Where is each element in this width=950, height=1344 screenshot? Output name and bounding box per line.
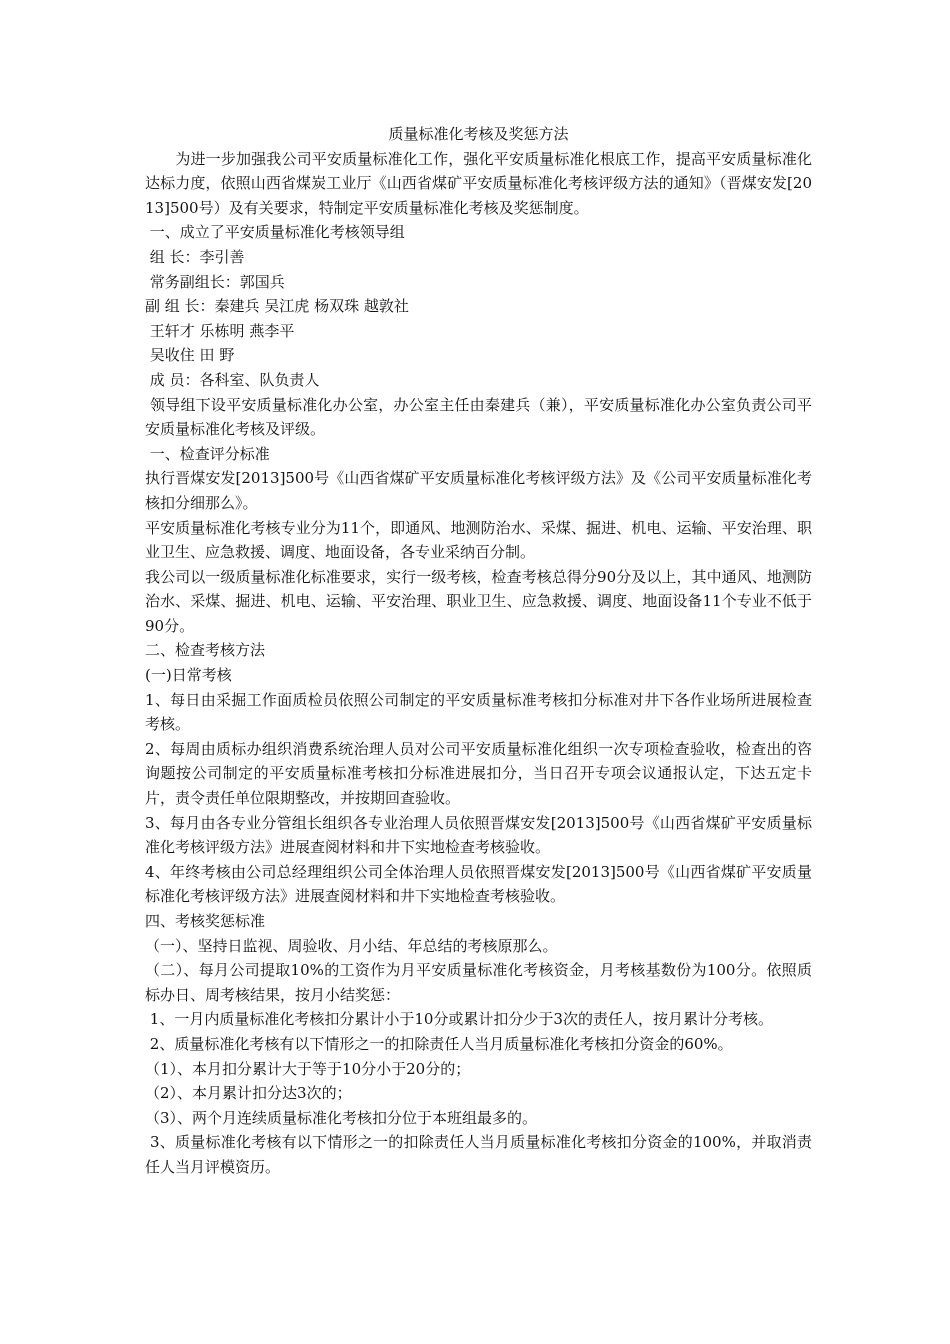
document-page xyxy=(145,122,812,1180)
reward-condition-1: （1）、本月扣分累计大于等于10分小于20分的； xyxy=(145,1059,471,1078)
reward-item-2: （二）、每月公司提取10%的工资作为月平安质量标准化考核资金，月考核基数份为100分。依照质标办日、周考核结果，按月小结奖惩： xyxy=(145,961,812,1004)
office-paragraph: 领导组下设平安质量标准化办公室，办公室主任由秦建兵（兼），平安质量标准化办公室负责公司平安质量标准化考核及评级。 xyxy=(145,395,812,439)
deputy-leaders-line: 副 组 长：秦建兵 吴江虎 杨双珠 越敦社 xyxy=(145,297,409,316)
specialties-paragraph: 平安质量标准化考核专业分为11个，即通风、地测防治水、采煤、掘进、机电、运输、平安治理、职业卫生、应急救援、调度、地面设备，各专业采纳百分制。 xyxy=(145,518,812,562)
method-item-4: 4、年终考核由公司总经理组织公司全体治理人员依照晋煤安发[2013]500号《山西省煤矿平安质量标准化考核评级方法》进展查阅材料和井下实地检查考核验收。 xyxy=(145,862,812,906)
section-heading-rewards: 四、考核奖惩标准 xyxy=(145,912,266,930)
level-requirement-paragraph: 我公司以一级质量标准化标准要求，实行一级考核，检查考核总得分90分及以上，其中通风、地测防治水、采煤、掘进、机电、运输、平安治理、职业卫生、应急救援、调度、地面设备11个专业不低于90分。 xyxy=(145,567,812,635)
deputy-leaders-line-3: 吴收住 田 野 xyxy=(145,346,235,365)
scoring-standard-paragraph: 执行晋煤安发[2013]500号《山西省煤矿平安质量标准化考核评级方法》及《公司平安质量标准化考核扣分细那么》。 xyxy=(145,469,812,512)
leader-line: 组 长：李引善 xyxy=(145,247,245,266)
reward-subitem-1: 1、一月内质量标准化考核扣分累计小于10分或累计扣分少于3次的责任人，按月累计分考核。 xyxy=(145,1010,773,1029)
method-item-3: 3、每月由各专业分管组长组织各专业治理人员依照晋煤安发[2013]500号《山西省煤矿平安质量标准化考核评级方法》进展查阅材料和井下实地检查考核验收。 xyxy=(145,813,812,857)
document-title: 质量标准化考核及奖惩方法 xyxy=(388,125,569,143)
document-body xyxy=(145,147,812,1180)
deputy-leaders-line-2: 王轩才 乐栋明 燕李平 xyxy=(145,321,295,340)
method-item-2: 2、每周由质标办组织消费系统治理人员对公司平安质量标准化组织一次专项检查验收，检查出的咨询题按公司制定的平安质量标准考核扣分标准进展扣分，当日召开专项会议通报认定，下达五定卡片，责令责任单位限期整改，并按期回查验收。 xyxy=(145,739,812,808)
intro-paragraph: 为进一步加强我公司平安质量标准化工作，强化平安质量标准化根底工作，提高平安质量标准化达标力度，依照山西省煤炭工业厅《山西省煤矿平安质量标准化考核评级方法的通知》（晋煤安发[2013]500号）及有关要求，特制定平安质量标准化考核及奖惩制度。 xyxy=(145,149,812,217)
reward-item-1: （一）、坚持日监视、周验收、月小结、年总结的考核原那么。 xyxy=(145,936,558,955)
method-item-1: 1、每日由采掘工作面质检员依照公司制定的平安质量标准考核扣分标准对井下各作业场所进展检查考核。 xyxy=(145,690,812,734)
reward-condition-2: （2）、本月累计扣分达3次的； xyxy=(145,1084,352,1103)
reward-subitem-3: 3、质量标准化考核有以下情形之一的扣除责任人当月质量标准化考核扣分资金的100%，并取消责任人当月评模资历。 xyxy=(145,1133,812,1176)
members-line: 成 员：各科室、队负责人 xyxy=(145,370,320,389)
reward-subitem-2: 2、质量标准化考核有以下情形之一的扣除责任人当月质量标准化考核扣分资金的60%。 xyxy=(145,1034,733,1053)
executive-deputy-line: 常务副组长：郭国兵 xyxy=(145,272,285,291)
subheading-daily: (一)日常考核 xyxy=(145,666,232,685)
reward-condition-3: （3）、两个月连续质量标准化考核扣分位于本班组最多的。 xyxy=(145,1108,538,1127)
section-heading-scoring: 一、检查评分标准 xyxy=(145,444,270,463)
section-heading-methods: 二、检查考核方法 xyxy=(145,641,266,660)
section-heading-leadership: 一、成立了平安质量标准化考核领导组 xyxy=(145,223,405,242)
